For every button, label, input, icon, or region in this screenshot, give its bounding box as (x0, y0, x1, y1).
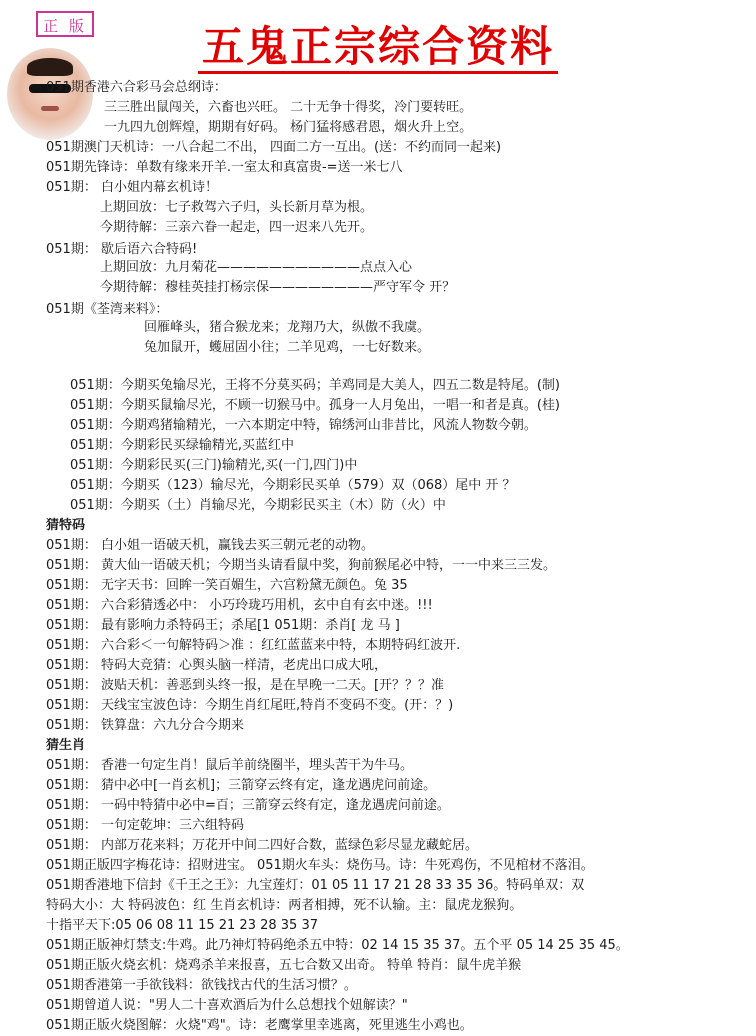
text-line: 上期回放：七子救驾六子归，头长新月草为根。 (100, 200, 374, 215)
text-line: 今期待解：穆桂英挂打杨宗保————————严守军令 开？ (100, 280, 456, 295)
text-line: 051期先锋诗：单数有缘来开羊.一室太和真富贵-=送一米七八 (46, 160, 403, 175)
text-line: 051期：今期买（123）输尽光，今期彩民买单（579）双（068）尾中 开 ？ (70, 478, 516, 493)
text-line: 051期香港地下信封《千王之王》：九宝莲灯：01 05 11 17 21 28 33 35 36。特码单双：双 (46, 878, 585, 893)
text-line: 051期： 一句定乾坤：三六组特码 (46, 818, 244, 833)
portrait-mouth (41, 106, 59, 111)
text-line: 051期： 天线宝宝波色诗：今期生肖红尾旺,特肖不变码不变。(开：？) (46, 698, 454, 713)
text-line: 051期：今期买（土）肖输尽光，今期彩民买主（木）防（火）中 (70, 498, 446, 513)
text-line: 051期曾道人说："男人二十喜欢酒后为什么总想找个妞解读？" (46, 998, 408, 1013)
text-line: 051期： 波贴天机：善恶到头终一报，是在早晚一二天。[开？？？准 (46, 678, 445, 693)
text-line: 051期： 铁算盘：六九分合今期来 (46, 718, 244, 733)
text-line: 051期： 无字天书：回眸一笑百媚生，六宫粉黛无颜色。兔 35 (46, 578, 408, 593)
text-line: 十指平天下:05 06 08 11 15 21 23 28 35 37 (46, 918, 318, 933)
text-line: 三三胜出鼠闯关，六畜也兴旺。 二十无争十得奖，冷门要转旺。 (104, 100, 473, 115)
text-line: 051期： 内部万花来料；万花开中间二四好合数，蓝绿色彩尽显龙藏蛇居。 (46, 838, 478, 853)
text-line: 今期待解：三亲六眷一起走，四一迟来八先开。 (100, 220, 374, 235)
section-heading: 猜特码 (46, 518, 86, 533)
text-line: 051期： 六合彩猜透必中： 小巧玲珑巧用机，玄中自有玄中迷。!!! (46, 598, 433, 613)
text-line: 051期：今期彩民买绿输精光,买蓝红中 (70, 438, 294, 453)
text-line: 051期澳门天机诗：一八合起二不出， 四面二方一互出。(送：不约而同一起来) (46, 140, 502, 155)
text-line: 051期： 最有影响力杀特码王；杀尾[1 051期：杀肖[ 龙 马 ] (46, 618, 400, 633)
text-line: 一九四九创辉煌，期期有好码。 杨门猛将感君恩，烟火升上空。 (104, 120, 473, 135)
text-line: 上期回放：九月菊花———————————点点入心 (100, 260, 413, 275)
text-line: 051期： 特码大竞猜：心舆头脑一样清，老虎出口成大吼， (46, 658, 387, 673)
text-line: 051期： 黄大仙一语破天机；今期当头请看鼠中奖，狗前猴尾必中特，一一中来三三发。 (46, 558, 556, 573)
text-line: 051期正版四字梅花诗：招财进宝。 051期火车头：烧伤马。诗：牛死鸡伤，不见棺材不落泪。 (46, 858, 594, 873)
text-line: 特码大小：大 特码波色：红 生肖玄机诗：两者相搏，死不认输。主：鼠虎龙猴狗。 (46, 898, 523, 913)
text-line: 051期： 一码中特猜中必中=百；三箭穿云终有定，逢龙遇虎问前途。 (46, 798, 450, 813)
text-line: 051期：今期彩民买(三门)输精光,买(一门,四门)中 (70, 458, 358, 473)
page-title (0, 14, 756, 74)
text-line: 051期： 猜中必中[一肖玄机]；三箭穿云终有定，逢龙遇虎问前途。 (46, 778, 437, 793)
text-line: 051期《荃湾来料》： (46, 302, 169, 317)
text-line: 051期香港六合彩马会总纲诗： (46, 80, 227, 95)
portrait-hair (27, 58, 73, 76)
section-heading: 猜生肖 (46, 738, 86, 753)
text-line: 回雁峰头，猪合猴龙来；龙翔乃大，纵傲不我虞。 (144, 320, 431, 335)
text-line: 051期： 六合彩＜一句解特码＞准 ：红红蓝蓝来中特，本期特码红波开. (46, 638, 461, 653)
text-line: 051期香港第一手欲钱料：欲钱找古代的生活习惯？。 (46, 978, 357, 993)
text-line: 051期： 白小姐内幕玄机诗！ (46, 180, 218, 195)
text-line: 051期：今期买鼠输尽光，不顾一切猴马中。孤身一人月兔出，一唱一和者是真。(桂) (70, 398, 560, 413)
text-line: 051期正版神灯禁支:牛鸡。此乃神灯特码绝杀五中特：02 14 15 35 37。五个平 05 14 25 35 45。 (46, 938, 629, 953)
text-line: 051期正版火烧玄机：烧鸡杀羊来报喜，五七合数又出奇。 特单 特肖：鼠牛虎羊猴 (46, 958, 522, 973)
text-line: 051期： 香港一句定生肖！鼠后羊前绕圈半，埋头苦干为牛马。 (46, 758, 413, 773)
text-line: 051期： 歇后语六合特码! (46, 242, 198, 257)
text-line: 051期：今期买兔输尽光，王将不分莫买码；羊鸡同是大美人，四五二数是特尾。(制) (70, 378, 560, 393)
text-line: 兔加鼠开，蠖屈固小往；二羊见鸡，一七好数来。 (144, 340, 431, 355)
version-stamp: 正 版 (36, 11, 94, 37)
text-line: 051期：今期鸡猪输精光，一六本期定中特，锦绣河山非昔比，风流人物数今朝。 (70, 418, 537, 433)
page-title-text: 五鬼正宗综合资料 (198, 22, 558, 74)
text-line: 051期正版火烧图解：火烧"鸡"。诗：老鹰掌里幸逃离，死里逃生小鸡也。 (46, 1018, 473, 1033)
text-line: 051期： 白小姐一语破天机，赢钱去买三朝元老的动物。 (46, 538, 374, 553)
